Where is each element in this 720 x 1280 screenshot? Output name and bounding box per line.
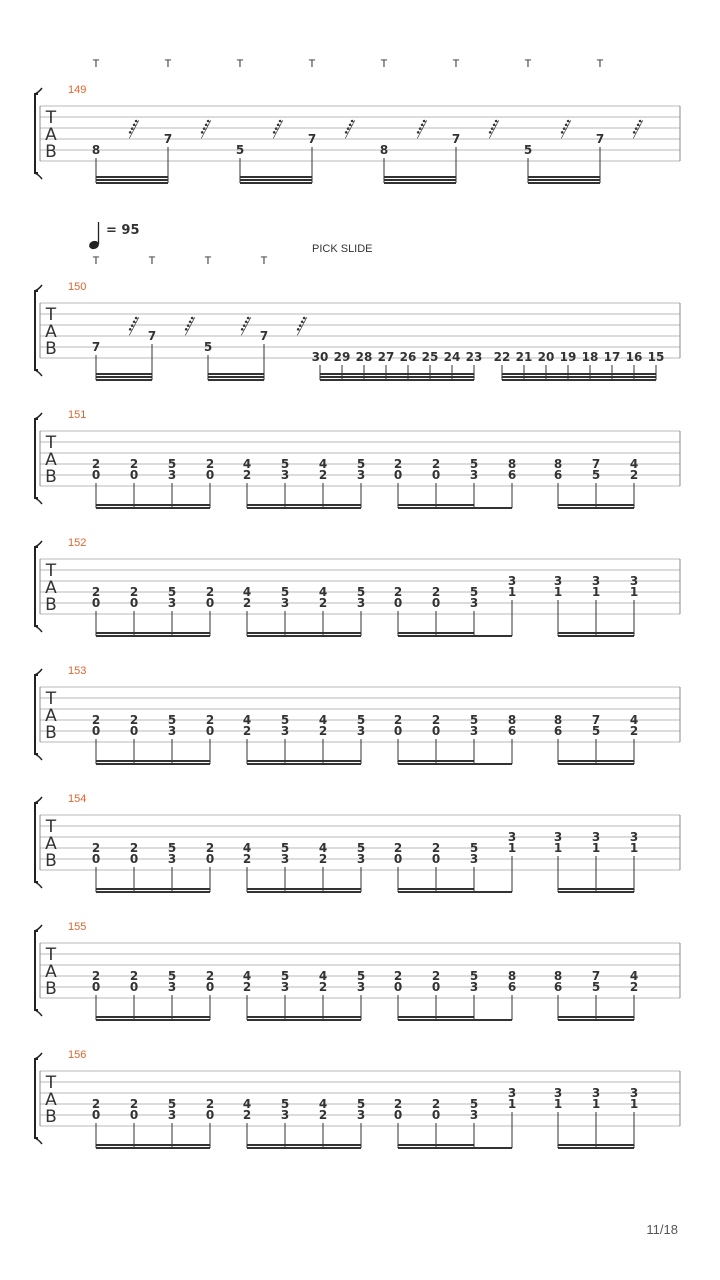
fret-number: 3: [280, 1108, 290, 1122]
fret-number: 2: [242, 596, 252, 610]
fret-number: 0: [431, 1108, 441, 1122]
fret-number: 4: [318, 1097, 328, 1111]
fret-number: 2: [129, 713, 139, 727]
fret-number: 2: [91, 585, 101, 599]
fret-number: 2: [205, 585, 215, 599]
tab-clef-letter: T: [45, 689, 57, 709]
fret-number: 4: [629, 713, 639, 727]
fret-number: 5: [167, 585, 177, 599]
slide-fret-number: 28: [355, 350, 373, 364]
slide-fret-number: 24: [443, 350, 461, 364]
fret-number: 2: [318, 852, 328, 866]
sixteenth-rest-icon: 𝅁: [631, 115, 641, 139]
tab-clef-letter: A: [45, 1090, 57, 1110]
fret-number: 2: [91, 713, 101, 727]
fret-number: 2: [205, 841, 215, 855]
fret-number: 0: [393, 724, 403, 738]
sixteenth-rest-icon: 𝅁: [271, 115, 281, 139]
tab-system-154: [35, 793, 680, 892]
fret-number: 2: [393, 969, 403, 983]
bracket-hook-bottom: [35, 1010, 42, 1016]
slide-fret-number: 29: [333, 350, 351, 364]
tab-clef-letter: B: [45, 851, 57, 871]
tab-system-149: [35, 58, 680, 183]
fret-number: 3: [591, 574, 601, 588]
fret-number: 8: [553, 713, 563, 727]
tap-marker: T: [452, 58, 460, 70]
tab-system-153: [35, 665, 680, 764]
fret-number: 5: [167, 1097, 177, 1111]
fret-number: 3: [469, 980, 479, 994]
bracket-hook-top: [35, 1053, 42, 1059]
fret-number: 3: [280, 596, 290, 610]
fret-number: 3: [629, 1086, 639, 1100]
fret-number: 4: [242, 969, 252, 983]
slide-fret-number: 15: [647, 350, 665, 364]
fret-number: 6: [553, 724, 563, 738]
bracket-hook-top: [35, 413, 42, 419]
fret-number: 7: [163, 132, 173, 146]
tap-marker: T: [148, 255, 156, 267]
fret-number: 8: [553, 969, 563, 983]
fret-number: 0: [91, 852, 101, 866]
fret-number: 5: [203, 340, 213, 354]
tab-system-150: [35, 222, 680, 380]
fret-number: 5: [591, 980, 601, 994]
fret-number: 2: [431, 841, 441, 855]
fret-number: 2: [318, 980, 328, 994]
bracket-hook-bottom: [35, 754, 42, 760]
measure-number: 151: [68, 409, 87, 421]
fret-number: 7: [307, 132, 317, 146]
fret-number: 7: [451, 132, 461, 146]
fret-number: 5: [280, 713, 290, 727]
fret-number: 1: [629, 1097, 639, 1111]
bracket-hook-bottom: [35, 882, 42, 888]
sixteenth-rest-icon: 𝅁: [343, 115, 353, 139]
fret-number: 5: [591, 724, 601, 738]
fret-number: 3: [280, 468, 290, 482]
fret-number: 2: [242, 1108, 252, 1122]
fret-number: 5: [280, 969, 290, 983]
tab-clef-letter: T: [45, 305, 57, 325]
fret-number: 0: [129, 1108, 139, 1122]
fret-number: 5: [356, 841, 366, 855]
fret-number: 0: [91, 1108, 101, 1122]
fret-number: 3: [469, 596, 479, 610]
fret-number: 3: [167, 596, 177, 610]
tab-clef-letter: A: [45, 322, 57, 342]
fret-number: 2: [129, 1097, 139, 1111]
fret-number: 4: [242, 841, 252, 855]
slide-fret-number: 30: [311, 350, 329, 364]
page-number: 11/18: [646, 1222, 678, 1237]
tap-marker: T: [380, 58, 388, 70]
fret-number: 5: [280, 1097, 290, 1111]
fret-number: 1: [591, 841, 601, 855]
system-bracket: [35, 1059, 38, 1138]
tab-clef-letter: A: [45, 125, 57, 145]
tab-clef-letter: A: [45, 834, 57, 854]
fret-number: 2: [629, 724, 639, 738]
tempo-marking: = 95: [106, 223, 140, 238]
slide-fret-number: 26: [399, 350, 417, 364]
fret-number: 2: [431, 457, 441, 471]
fret-number: 1: [553, 841, 563, 855]
fret-number: 4: [629, 969, 639, 983]
fret-number: 5: [235, 143, 245, 157]
fret-number: 2: [393, 1097, 403, 1111]
slide-fret-number: 20: [537, 350, 555, 364]
fret-number: 2: [91, 841, 101, 855]
slide-fret-number: 19: [559, 350, 577, 364]
measure-number: 152: [68, 537, 87, 549]
fret-number: 8: [507, 713, 517, 727]
fret-number: 7: [591, 713, 601, 727]
fret-number: 8: [507, 969, 517, 983]
slide-fret-number: 22: [493, 350, 511, 364]
tap-marker: T: [204, 255, 212, 267]
bracket-hook-bottom: [35, 626, 42, 632]
fret-number: 2: [129, 841, 139, 855]
measure-number: 154: [68, 793, 87, 805]
fret-number: 3: [629, 574, 639, 588]
fret-number: 2: [629, 468, 639, 482]
slide-fret-number: 25: [421, 350, 439, 364]
tab-system-151: [35, 409, 680, 508]
fret-number: 3: [280, 724, 290, 738]
system-bracket: [35, 419, 38, 498]
fret-number: 1: [553, 1097, 563, 1111]
fret-number: 2: [242, 980, 252, 994]
bracket-hook-top: [35, 669, 42, 675]
fret-number: 6: [553, 468, 563, 482]
sixteenth-rest-icon: 𝅁: [239, 312, 249, 336]
tab-clef-letter: B: [45, 723, 57, 743]
fret-number: 7: [147, 329, 157, 343]
fret-number: 4: [242, 585, 252, 599]
fret-number: 5: [356, 713, 366, 727]
slide-fret-number: 27: [377, 350, 395, 364]
fret-number: 2: [318, 468, 328, 482]
system-bracket: [35, 931, 38, 1010]
tap-marker: T: [260, 255, 268, 267]
fret-number: 3: [469, 852, 479, 866]
fret-number: 2: [318, 596, 328, 610]
tap-marker: T: [92, 58, 100, 70]
fret-number: 2: [242, 724, 252, 738]
fret-number: 6: [507, 980, 517, 994]
fret-number: 2: [205, 457, 215, 471]
fret-number: 3: [591, 830, 601, 844]
fret-number: 3: [167, 980, 177, 994]
fret-number: 5: [356, 1097, 366, 1111]
fret-number: 2: [205, 1097, 215, 1111]
fret-number: 0: [393, 468, 403, 482]
fret-number: 2: [318, 724, 328, 738]
slide-fret-number: 18: [581, 350, 599, 364]
fret-number: 2: [431, 713, 441, 727]
fret-number: 6: [507, 468, 517, 482]
fret-number: 2: [393, 713, 403, 727]
fret-number: 7: [591, 457, 601, 471]
fret-number: 0: [393, 1108, 403, 1122]
fret-number: 4: [242, 713, 252, 727]
fret-number: 2: [318, 1108, 328, 1122]
tap-marker: T: [236, 58, 244, 70]
fret-number: 0: [431, 596, 441, 610]
tab-system-155: [35, 921, 680, 1020]
fret-number: 3: [469, 724, 479, 738]
fret-number: 1: [553, 585, 563, 599]
fret-number: 0: [431, 980, 441, 994]
fret-number: 5: [167, 713, 177, 727]
system-bracket: [35, 803, 38, 882]
fret-number: 3: [469, 1108, 479, 1122]
tab-clef-letter: B: [45, 467, 57, 487]
measure-number: 155: [68, 921, 87, 933]
sixteenth-rest-icon: 𝅁: [183, 312, 193, 336]
tab-clef-letter: T: [45, 561, 57, 581]
fret-number: 8: [553, 457, 563, 471]
fret-number: 2: [242, 468, 252, 482]
fret-number: 1: [507, 841, 517, 855]
fret-number: 3: [356, 852, 366, 866]
tab-clef-letter: B: [45, 1107, 57, 1127]
system-bracket: [35, 547, 38, 626]
fret-number: 5: [280, 841, 290, 855]
fret-number: 0: [91, 468, 101, 482]
fret-number: 5: [469, 969, 479, 983]
sixteenth-rest-icon: 𝅁: [415, 115, 425, 139]
fret-number: 7: [259, 329, 269, 343]
fret-number: 5: [356, 457, 366, 471]
tab-clef-letter: T: [45, 817, 57, 837]
fret-number: 5: [167, 457, 177, 471]
fret-number: 4: [318, 585, 328, 599]
fret-number: 4: [318, 969, 328, 983]
fret-number: 0: [129, 980, 139, 994]
tap-marker: T: [524, 58, 532, 70]
bracket-hook-top: [35, 88, 42, 94]
fret-number: 2: [431, 969, 441, 983]
fret-number: 3: [167, 468, 177, 482]
fret-number: 0: [393, 596, 403, 610]
fret-number: 2: [431, 585, 441, 599]
tab-clef-letter: B: [45, 142, 57, 162]
fret-number: 3: [167, 724, 177, 738]
fret-number: 4: [629, 457, 639, 471]
fret-number: 2: [242, 852, 252, 866]
sixteenth-rest-icon: 𝅁: [295, 312, 305, 336]
fret-number: 0: [129, 724, 139, 738]
bracket-hook-top: [35, 541, 42, 547]
tap-marker: T: [92, 255, 100, 267]
tap-marker: T: [308, 58, 316, 70]
fret-number: 5: [591, 468, 601, 482]
sixteenth-rest-icon: 𝅁: [487, 115, 497, 139]
fret-number: 3: [356, 468, 366, 482]
tab-system-152: [35, 537, 680, 636]
fret-number: 0: [91, 596, 101, 610]
slide-fret-number: 17: [603, 350, 621, 364]
fret-number: 2: [393, 457, 403, 471]
fret-number: 5: [523, 143, 533, 157]
fret-number: 4: [242, 1097, 252, 1111]
fret-number: 2: [393, 841, 403, 855]
fret-number: 0: [205, 852, 215, 866]
fret-number: 2: [393, 585, 403, 599]
fret-number: 5: [469, 713, 479, 727]
fret-number: 3: [553, 1086, 563, 1100]
fret-number: 3: [591, 1086, 601, 1100]
fret-number: 3: [553, 830, 563, 844]
system-bracket: [35, 94, 38, 173]
fret-number: 3: [167, 1108, 177, 1122]
fret-number: 0: [129, 596, 139, 610]
fret-number: 1: [629, 841, 639, 855]
fret-number: 0: [205, 724, 215, 738]
system-bracket: [35, 675, 38, 754]
tab-clef-letter: A: [45, 706, 57, 726]
fret-number: 3: [356, 1108, 366, 1122]
fret-number: 1: [591, 1097, 601, 1111]
slide-fret-number: 23: [465, 350, 483, 364]
fret-number: 1: [591, 585, 601, 599]
tab-system-156: [35, 1049, 680, 1148]
fret-number: 0: [205, 596, 215, 610]
fret-number: 3: [356, 596, 366, 610]
fret-number: 8: [379, 143, 389, 157]
fret-number: 2: [129, 969, 139, 983]
fret-number: 0: [431, 468, 441, 482]
fret-number: 1: [629, 585, 639, 599]
fret-number: 4: [318, 713, 328, 727]
tab-clef-letter: T: [45, 108, 57, 128]
tab-clef-letter: T: [45, 433, 57, 453]
bracket-hook-bottom: [35, 1138, 42, 1144]
tab-clef-letter: T: [45, 945, 57, 965]
fret-number: 5: [280, 457, 290, 471]
fret-number: 7: [91, 340, 101, 354]
fret-number: 0: [393, 980, 403, 994]
fret-number: 1: [507, 1097, 517, 1111]
bracket-hook-bottom: [35, 173, 42, 179]
bracket-hook-bottom: [35, 498, 42, 504]
fret-number: 5: [167, 969, 177, 983]
fret-number: 0: [91, 724, 101, 738]
bracket-hook-top: [35, 285, 42, 291]
tab-clef-letter: T: [45, 1073, 57, 1093]
slide-fret-number: 21: [515, 350, 533, 364]
tab-clef-letter: A: [45, 578, 57, 598]
fret-number: 5: [469, 585, 479, 599]
fret-number: 0: [205, 468, 215, 482]
fret-number: 2: [129, 585, 139, 599]
fret-number: 6: [553, 980, 563, 994]
fret-number: 4: [318, 457, 328, 471]
tap-marker: T: [596, 58, 604, 70]
measure-number: 149: [68, 84, 87, 96]
fret-number: 6: [507, 724, 517, 738]
fret-number: 7: [595, 132, 605, 146]
fret-number: 3: [280, 852, 290, 866]
fret-number: 3: [356, 980, 366, 994]
fret-number: 4: [318, 841, 328, 855]
fret-number: 3: [280, 980, 290, 994]
tap-marker: T: [164, 58, 172, 70]
fret-number: 2: [91, 969, 101, 983]
sixteenth-rest-icon: 𝅁: [127, 312, 137, 336]
tab-clef-letter: B: [45, 339, 57, 359]
tab-clef-letter: B: [45, 979, 57, 999]
sixteenth-rest-icon: 𝅁: [199, 115, 209, 139]
fret-number: 8: [91, 143, 101, 157]
fret-number: 5: [280, 585, 290, 599]
pick-slide-annotation: PICK SLIDE: [312, 243, 373, 255]
fret-number: 2: [91, 1097, 101, 1111]
fret-number: 7: [591, 969, 601, 983]
fret-number: 1: [507, 585, 517, 599]
fret-number: 2: [129, 457, 139, 471]
fret-number: 5: [167, 841, 177, 855]
fret-number: 3: [629, 830, 639, 844]
fret-number: 2: [205, 713, 215, 727]
fret-number: 2: [431, 1097, 441, 1111]
sixteenth-rest-icon: 𝅁: [127, 115, 137, 139]
fret-number: 0: [91, 980, 101, 994]
tab-clef-letter: A: [45, 962, 57, 982]
fret-number: 2: [205, 969, 215, 983]
fret-number: 3: [507, 830, 517, 844]
fret-number: 3: [167, 852, 177, 866]
fret-number: 2: [91, 457, 101, 471]
bracket-hook-bottom: [35, 370, 42, 376]
fret-number: 0: [205, 1108, 215, 1122]
system-bracket: [35, 291, 38, 370]
slide-fret-number: 16: [625, 350, 643, 364]
fret-number: 3: [507, 1086, 517, 1100]
measure-number: 150: [68, 281, 87, 293]
fret-number: 0: [205, 980, 215, 994]
fret-number: 8: [507, 457, 517, 471]
fret-number: 0: [393, 852, 403, 866]
bracket-hook-top: [35, 925, 42, 931]
fret-number: 5: [356, 585, 366, 599]
tab-clef-letter: A: [45, 450, 57, 470]
fret-number: 0: [431, 724, 441, 738]
measure-number: 153: [68, 665, 87, 677]
fret-number: 5: [469, 457, 479, 471]
fret-number: 0: [129, 468, 139, 482]
sixteenth-rest-icon: 𝅁: [559, 115, 569, 139]
fret-number: 3: [553, 574, 563, 588]
fret-number: 5: [469, 841, 479, 855]
fret-number: 3: [356, 724, 366, 738]
bracket-hook-top: [35, 797, 42, 803]
fret-number: 3: [507, 574, 517, 588]
measure-number: 156: [68, 1049, 87, 1061]
fret-number: 2: [629, 980, 639, 994]
fret-number: 0: [431, 852, 441, 866]
fret-number: 4: [242, 457, 252, 471]
fret-number: 3: [469, 468, 479, 482]
fret-number: 5: [356, 969, 366, 983]
fret-number: 5: [469, 1097, 479, 1111]
fret-number: 0: [129, 852, 139, 866]
tab-clef-letter: B: [45, 595, 57, 615]
